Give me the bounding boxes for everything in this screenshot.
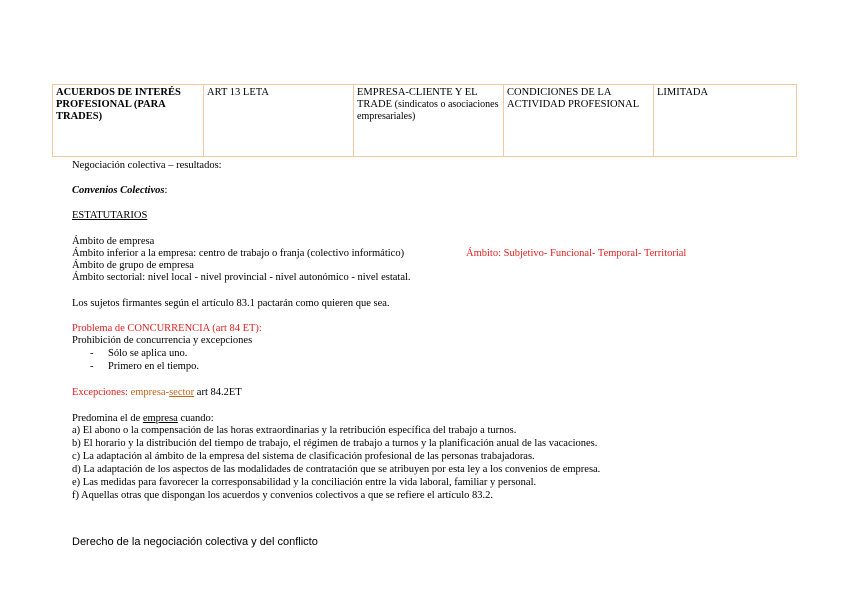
list-item: f) Aquellas otras que dispongan los acuerdos y convenios colectivos a que se refiere el artículo 83.2. (72, 490, 494, 501)
bullet-item: Sólo se aplica uno. (108, 348, 188, 359)
prohibicion-line: Prohibición de concurrencia y excepciones (72, 335, 253, 346)
list-item: c) La adaptación al ámbito de la empresa del sistema de clasificación profesional de las personas trabajadoras. (72, 451, 535, 462)
negociacion-heading: Negociación colectiva – resultados: (72, 160, 222, 171)
page-footer-title: Derecho de la negociación colectiva y del conflicto (72, 536, 318, 548)
predomina-suffix: cuando: (177, 413, 214, 424)
list-item: b) El horario y la distribución del tiempo de trabajo, el régimen de trabajo a turnos y la planificación anual de las vacaciones. (72, 438, 598, 449)
convenios-label: Convenios Colectivos (72, 185, 165, 196)
bullet-dash: - (90, 361, 94, 372)
table-cell-empresa-cliente-sub: (sindicatos o asociaciones empresariales) (357, 99, 499, 122)
problema-concurrencia: Problema de CONCURRENCIA (art 84 ET): (72, 323, 262, 334)
predomina-word: empresa (142, 413, 178, 424)
bullet-item: Primero en el tiempo. (108, 361, 199, 372)
table-row (53, 85, 797, 157)
predomina-prefix: Predomina el de (72, 413, 143, 424)
ambito-grupo: Ámbito de grupo de empresa (72, 260, 194, 271)
list-item: d) La adaptación de los aspectos de las modalidades de contratación que se atribuyen por esta ley a los convenios de empresa. (72, 464, 601, 475)
list-item: a) El abono o la compensación de las horas extraordinarias y la retribución específica del trabajo a turnos. (72, 425, 517, 436)
table-cell-condiciones: CONDICIONES DE LA ACTIVIDAD PROFESIONAL (504, 85, 654, 157)
table-cell-limitada: LIMITADA (654, 85, 797, 157)
table-cell-empresa-cliente (354, 85, 504, 157)
ambito-note: Ámbito: Subjetivo- Funcional- Temporal- Territorial (466, 248, 687, 259)
list-item: e) Las medidas para favorecer la corresponsabilidad y la conciliación entre la vida laboral, familiar y personal. (72, 477, 537, 488)
convenios-line (72, 185, 167, 197)
excepciones-label: Excepciones: (72, 387, 128, 398)
excepciones-empresa: empresa- (130, 387, 170, 398)
excepciones-rest: art 84.2ET (194, 387, 242, 398)
bullet-dash: - (90, 348, 94, 359)
predomina-line (72, 413, 214, 425)
table-cell-art13: ART 13 LETA (204, 85, 354, 157)
ambito-sectorial: Ámbito sectorial: nivel local - nivel provincial - nivel autonómico - nivel estatal. (72, 272, 411, 283)
table-cell-empresa-cliente-main: EMPRESA-CLIENTE Y EL TRADE (357, 87, 478, 110)
convenios-suffix: : (164, 185, 168, 196)
table-cell-acuerdos: ACUERDOS DE INTERÉS PROFESIONAL (PARA TRADES) (53, 85, 204, 157)
ambito-inferior: Ámbito inferior a la empresa: centro de trabajo o franja (colectivo informático) (72, 248, 405, 259)
ambito-empresa: Ámbito de empresa (72, 236, 155, 247)
sujetos-firmantes: Los sujetos firmantes según el artículo 83.1 pactarán como quieren que sea. (72, 298, 390, 309)
excepciones-line (72, 387, 242, 399)
header-table (52, 84, 797, 157)
excepciones-sector-link[interactable]: sector (169, 387, 195, 398)
estatutarios-heading: ESTATUTARIOS (72, 210, 148, 221)
